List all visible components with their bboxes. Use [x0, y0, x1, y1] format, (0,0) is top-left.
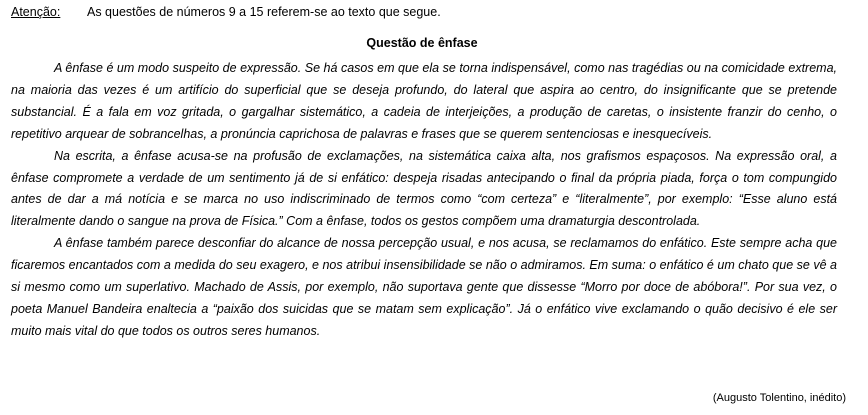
- paragraph-3: A ênfase também parece desconfiar do alcance de nossa percepção usual, e nos acusa, se reclamamos do enfático. Este sempre acha que ficaremos encantados com a medida do seu exagero, e nos atribui insensibilidade se não o admiramos. Em suma: o enfático é um chato que se vê a si mesmo como um superlativo. Machado de Assis, por exemplo, não suportava gente que dissesse “Morro por doce de abóbora!”. Por sua vez, o poeta Manuel Bandeira enaltecia a “paixão dos suicidas que se matam sem explicação”. Já o enfático vive exclamando o quão decisivo é ele ser muito mais vital do que todos os outros seres humanos.: [11, 236, 837, 338]
- instruction-header: [11, 5, 441, 20]
- text-title: Questão de ênfase: [366, 36, 478, 50]
- instruction-text: As questões de números 9 a 15 referem-se ao texto que segue.: [87, 5, 441, 19]
- paragraph-1: A ênfase é um modo suspeito de expressão. Se há casos em que ela se torna indispensável, como nas tragédias ou na comicidade extrema, na maioria das vezes é um artifício do superficial que se deseja profundo, do lateral que aspira ao centro, do insignificante que se pretende substancial. É a fala em voz gritada, o gargalhar sistemático, a cadeia de interjeições, a produção de caretas, o insistente franzir do cenho, o repetitivo arquear de sobrancelhas, a pronúncia caprichosa de palavras e frases que se querem sentenciosas e inesquecíveis.: [11, 61, 837, 141]
- attention-label: Atenção:: [11, 5, 61, 19]
- author-credit: (Augusto Tolentino, inédito): [712, 392, 846, 404]
- text-body: [11, 58, 837, 343]
- paragraph-2: Na escrita, a ênfase acusa-se na profusão de exclamações, na sistemática caixa alta, nos grafismos espaçosos. Na expressão oral, a ênfase compromete a verdade de um sentimento já de si enfático: despeja risadas antecipando o final da própria piada, força o tom compungido antes de dar a má notícia e se marca no uso indiscriminado de termos como “com certeza” e “literalmente”, por exemplo: “Esse aluno está literalmente dando o sangue na prova de Física.” Com a ênfase, todos os gestos compõem uma dramaturgia descontrolada.: [11, 148, 837, 229]
